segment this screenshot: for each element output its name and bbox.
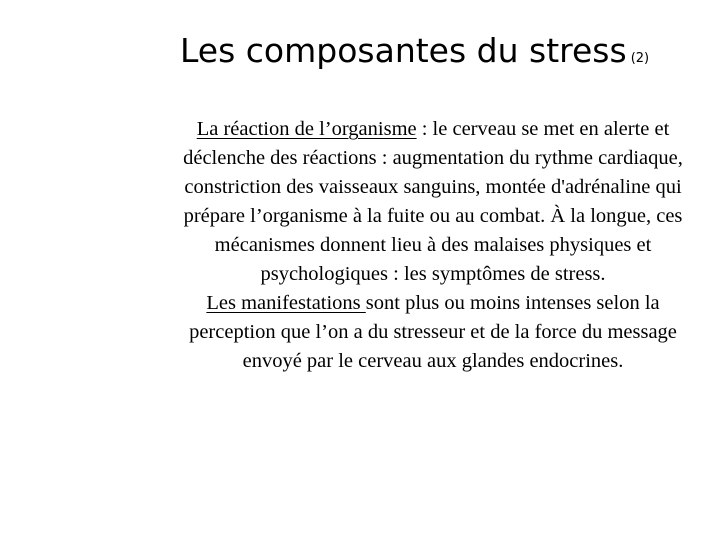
slide-title [180,26,680,76]
term-manifestations: Les manifestations [206,292,366,314]
slide-title-text: Les composantes du stress [180,31,627,70]
paragraph-organism-reaction-text: : le cerveau se met en alerte et déclenche des réactions : augmentation du rythme cardiaque, constriction des vaisseaux sanguins, montée d'adrénaline qui prépare l’organisme à la fuite ou au combat. À la longue, ces mécanismes donnent lieu à des malaises physiques et psychologiques : les symptômes de stress. [183,118,683,285]
paragraph-manifestations [172,289,694,376]
slide-body [172,115,694,376]
slide-title-suffix: (2) [630,51,650,66]
paragraph-manifestations-text: sont plus ou moins intenses selon la perception que l’on a du stresseur et de la force du message envoyé par le cerveau aux glandes endocrines. [189,292,677,372]
paragraph-organism-reaction [172,115,694,289]
term-organism-reaction: La réaction de l’organisme [196,118,417,140]
